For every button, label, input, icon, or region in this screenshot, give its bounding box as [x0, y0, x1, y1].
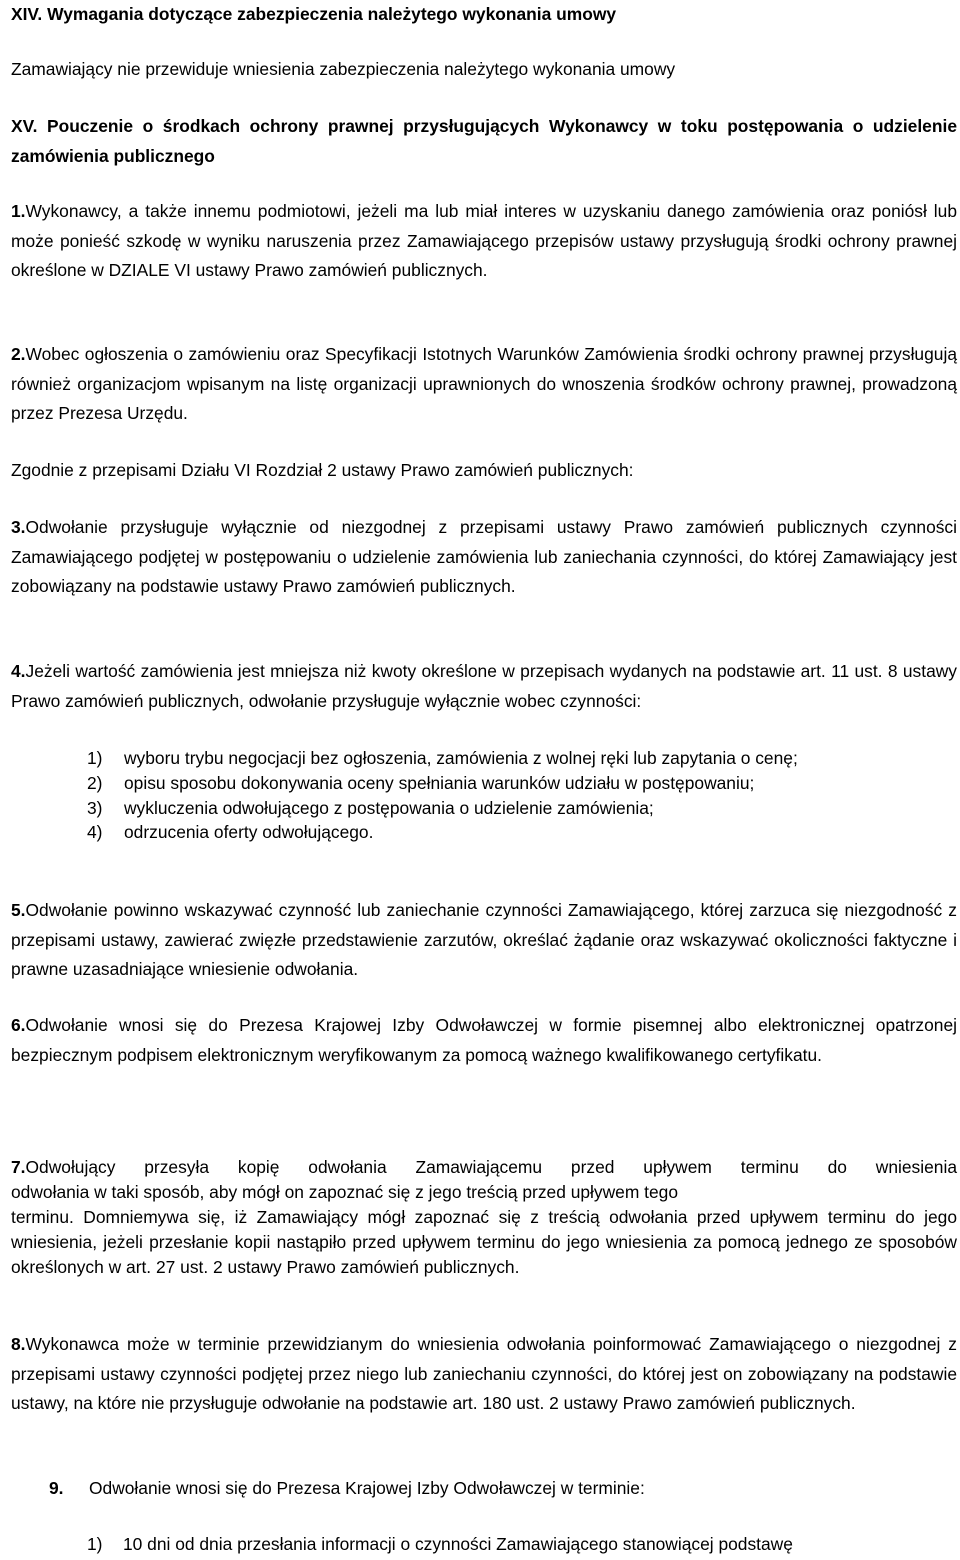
paragraph-text: Wykonawca może w terminie przewidzianym do wniesienia odwołania poinformować Zamawiającego o niezgodnej z przepisami ustawy czynności podjętej przez niego lub zaniechaniu czynności, do której jest on zobowiązany na podstawie ustawy, na które nie przysługuje odwołanie na podstawie art. 180 ust. 2 ustawy Prawo zamówień publicznych.	[11, 1334, 957, 1413]
paragraph-text: Wykonawcy, a także innemu podmiotowi, jeżeli ma lub miał interes w uzyskaniu danego zamówienia oraz poniósł lub może ponieść szkodę w wyniku naruszenia przez Zamawiającego przepisów ustawy przysługują środki ochrony prawnej określone w DZIALE VI ustawy Prawo zamówień publicznych.	[11, 201, 957, 280]
list-item	[87, 820, 957, 845]
paragraph-text: Odwołanie wnosi się do Prezesa Krajowej Izby Odwoławczej w terminie:	[89, 1478, 645, 1498]
paragraph-9	[49, 1474, 645, 1502]
paragraph-7-line-1	[11, 1155, 957, 1180]
paragraph-number: 3.	[11, 517, 26, 537]
paragraph-7	[11, 1155, 957, 1280]
section-xv-heading: XV. Pouczenie o środkach ochrony prawnej przysługujących Wykonawcy w toku postępowania o udzielenie zamówienia publicznego	[11, 116, 957, 166]
paragraph-text: Odwołanie powinno wskazywać czynność lub zaniechanie czynności Zamawiającego, której zarzuca się niezgodność z przepisami ustawy, zawierać zwięzłe przedstawienie zarzutów, określać żądanie oraz wskazywać okoliczności faktyczne i prawne uzasadniające wniesienie odwołania.	[11, 900, 957, 979]
paragraph-3	[11, 513, 957, 602]
paragraph-number: 6.	[11, 1015, 26, 1035]
paragraph-number: 2.	[11, 344, 26, 364]
list-item-text: 10 dni od dnia przesłania informacji o czynności Zamawiającego stanowiącej podstawę	[123, 1534, 793, 1554]
list-item-number: 1)	[87, 1534, 103, 1554]
list-item-text: wykluczenia odwołującego z postępowania o udzielenie zamówienia;	[124, 797, 654, 818]
paragraph-number: 4.	[11, 661, 26, 681]
paragraph-number: 9.	[49, 1478, 64, 1498]
list-item	[87, 746, 957, 771]
list-item-number: 1)	[87, 748, 103, 768]
paragraph-2	[11, 340, 957, 429]
paragraph-text: Wobec ogłoszenia o zamówieniu oraz Specyfikacji Istotnych Warunków Zamówienia środki ochrony prawnej przysługują również organizacjom wpisanym na listę organizacji uprawnionych do wnoszenia środków ochrony prawnej, prowadzoną przez Prezesa Urzędu.	[11, 344, 957, 423]
list-item-number: 4)	[87, 822, 103, 843]
list-item-number: 3)	[87, 797, 103, 818]
list-item-text: opisu sposobu dokonywania oceny spełniania warunków udziału w postępowaniu;	[124, 772, 755, 793]
section-xiv-text: Zamawiający nie przewiduje wniesienia zabezpieczenia należytego wykonania umowy	[11, 59, 676, 79]
paragraph-7-rest: terminu. Domniemywa się, iż Zamawiający mógł zapoznać się z treścią odwołania przed upływem terminu do jego wniesienia, jeżeli przesłanie kopii nastąpiło przed upływem terminu do jego wniesienia za pomocą jednego ze sposobów określonych w art. 27 ust. 2 ustawy Prawo zamówień publicznych.	[11, 1207, 957, 1277]
list-item	[87, 771, 957, 796]
paragraph-text: Jeżeli wartość zamówienia jest mniejsza niż kwoty określone w przepisach wydanych na podstawie art. 11 ust. 8 ustawy Prawo zamówień publicznych, odwołanie przysługuje wyłącznie wobec czynności:	[11, 661, 957, 711]
paragraph-4-list	[87, 746, 957, 845]
list-item-number: 2)	[87, 772, 103, 793]
paragraph-6	[11, 1011, 957, 1070]
paragraph-4	[11, 657, 957, 716]
paragraph-text: Odwołanie wnosi się do Prezesa Krajowej Izby Odwoławczej w formie pisemnej albo elektronicznej opatrzonej bezpiecznym podpisem elektronicznym weryfikowanym za pomocą ważnego kwalifikowanego certyfikatu.	[11, 1015, 957, 1065]
paragraph-text: Odwołanie przysługuje wyłącznie od niezgodnej z przepisami ustawy Prawo zamówień publicznych czynności Zamawiającego podjętej w postępowaniu o udzielenie zamówienia lub zaniechania czynności, do której Zamawiający jest zobowiązany na podstawie ustawy Prawo zamówień publicznych.	[11, 517, 957, 596]
paragraph-5	[11, 896, 957, 985]
intro-text: Zgodnie z przepisami Działu VI Rozdział 2 ustawy Prawo zamówień publicznych:	[11, 460, 634, 480]
paragraph-number: 7.	[11, 1157, 26, 1177]
paragraph-9-list-item	[87, 1530, 793, 1558]
paragraph-number: 1.	[11, 201, 26, 221]
list-item-text: wyboru trybu negocjacji bez ogłoszenia, zamówienia z wolnej ręki lub zapytania o cenę;	[124, 748, 798, 768]
paragraph-1	[11, 197, 957, 286]
list-item-text: odrzucenia oferty odwołującego.	[124, 822, 374, 843]
paragraph-8	[11, 1330, 957, 1419]
paragraph-7-line-2: odwołania w taki sposób, aby mógł on zapoznać się z jego treścią przed upływem tego	[11, 1182, 679, 1202]
paragraph-number: 8.	[11, 1334, 26, 1354]
paragraph-number: 5.	[11, 900, 26, 920]
section-xiv-heading: XIV. Wymagania dotyczące zabezpieczenia należytego wykonania umowy	[11, 4, 617, 24]
paragraph-text: Odwołujący przesyła kopię odwołania Zamawiającemu przed upływem terminu do wniesienia	[25, 1157, 957, 1177]
list-item	[87, 796, 957, 821]
